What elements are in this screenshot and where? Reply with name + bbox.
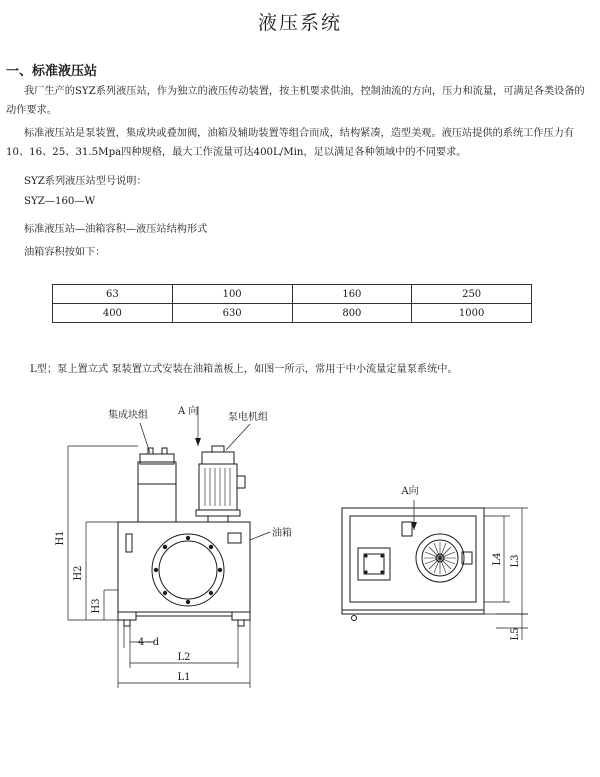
foot-right (232, 612, 250, 620)
foot-bolt-left (124, 620, 130, 626)
description-paragraph: 标准液压站是泵装置，集成块或叠加阀，油箱及辅助装置等组合而成，结构紧凑，造型美观。液压站提供的系统工作压力有10、16、25、31.5Mpa四种规格，最大工作流量可达400L/Min，足以满足各种领域中的不同要求。 (6, 128, 575, 158)
hydraulic-station-drawing (0, 380, 600, 710)
label-l4: L4 (492, 552, 503, 566)
motor-fan-cover (202, 452, 234, 464)
label-h3: H3 (91, 598, 102, 614)
label-l5: L5 (510, 627, 521, 641)
manifold-fitting (162, 448, 167, 454)
l-type-description: L型；泵上置立式 泵装置立式安装在油箱盖板上，如图一所示，常用于中小流量定量泵系统中。 (30, 364, 458, 375)
foot-left (118, 612, 136, 620)
table-cell: 630 (172, 304, 292, 323)
pump-mount (208, 516, 228, 522)
top-view (342, 500, 528, 640)
cleanout-cover-inner (159, 541, 217, 599)
label-a-view: A向 (401, 486, 419, 497)
model-code: SYZ—160—W (24, 196, 96, 207)
cleanout-cover-outer (152, 534, 224, 606)
label-motor-pump: 泵电机组 (228, 412, 268, 423)
manifold-top (358, 548, 390, 580)
table-cell: 63 (53, 285, 173, 304)
label-h2: H2 (73, 565, 84, 581)
page-title: 液压系统 (257, 12, 342, 34)
nameplate-top (402, 522, 412, 536)
table-cell: 100 (172, 285, 292, 304)
table-cell: 800 (292, 304, 412, 323)
section-heading: 一、标准液压站 (6, 64, 98, 79)
oil-level-gauge (126, 534, 132, 552)
model-heading: SYZ系列液压站型号说明： (24, 176, 147, 187)
label-l1: L1 (177, 672, 191, 683)
motor-fan-grille (424, 542, 456, 574)
table-cell: 250 (412, 285, 532, 304)
manifold-block (138, 462, 176, 522)
label-l2: L2 (177, 652, 191, 663)
motor-terminal-box (237, 476, 245, 488)
label-l3: L3 (510, 554, 521, 568)
height-dimensions (68, 446, 138, 620)
table-cell: 1000 (412, 304, 532, 323)
table-cell: 400 (53, 304, 173, 323)
front-view (68, 406, 270, 688)
label-h1: H1 (55, 530, 66, 546)
label-holes: 4−d (138, 637, 160, 648)
table-cell: 160 (292, 285, 412, 304)
table-row (53, 285, 532, 304)
drain-plug (352, 616, 357, 621)
table-row (53, 304, 532, 323)
tank-base (342, 610, 484, 614)
intro-paragraph: 我厂生产的SYZ系列液压站，作为独立的液压传动装置，按主机要求供油，控制油流的方向，压力和流量，可满足各类设备的动作要求。 (6, 86, 585, 116)
motor-flange (196, 510, 240, 516)
nameplate (228, 533, 241, 543)
right-dimensions (484, 508, 528, 640)
tank-volume-table (52, 284, 532, 323)
tank-top-cover (350, 516, 476, 602)
model-explanation: 标准液压站—油箱容积—液压站结构形式 (24, 224, 208, 235)
volume-intro: 油箱容积按如下： (24, 247, 106, 258)
foot-bolt-right (238, 620, 244, 626)
motor-fins (205, 468, 230, 506)
label-tank: 油箱 (272, 528, 292, 539)
cover-bolts (154, 536, 222, 604)
motor-top (212, 446, 224, 452)
label-a-direction: A 向 (178, 406, 199, 417)
label-manifold: 集成块组 (108, 410, 148, 421)
